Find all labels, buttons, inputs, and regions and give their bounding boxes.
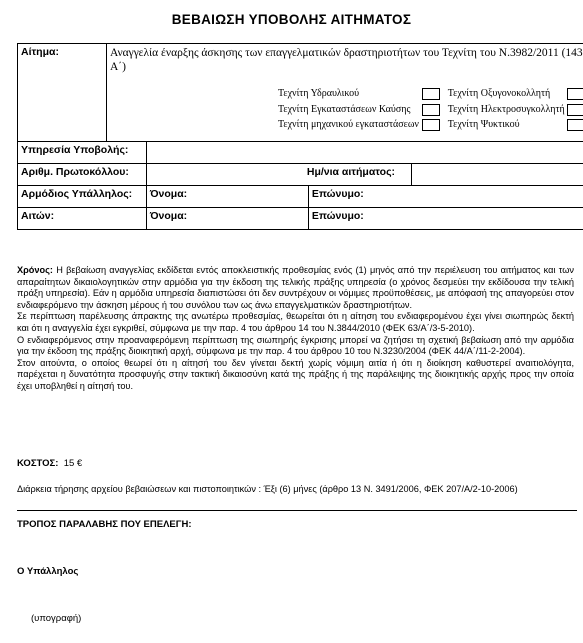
applicant-label-cell xyxy=(18,208,147,230)
applicant-label: Αιτών: xyxy=(21,210,55,222)
paragraph-4: Στον αιτούντα, ο οποίος θεωρεί ότι η αίτησή του δεν γίνεται δεκτή χωρίς νόμιμη αιτία ή ότι η διοίκηση καθυστερεί αναιτιολόγητα, παρέχεται η δυνατότητα προσφυγής στην τακτική δικαιοσύνη κατά της πράξης ή της παράλειψης της διοικητικής αρχής προς την οποία έχει υποβληθεί η αίτησή του. xyxy=(17,357,574,391)
service-option-left: Τεχνίτη Υδραυλικού xyxy=(278,88,360,99)
time-paragraph xyxy=(17,265,574,311)
last-name-label: Επώνυμο: xyxy=(311,210,364,222)
service-label-cell xyxy=(18,142,147,164)
time-label: Χρόνος: xyxy=(17,265,53,275)
service-option-right: Τεχνίτη Ψυκτικού xyxy=(447,119,520,130)
service-option-right: Τεχνίτη Ηλεκτροσυγκολλητή xyxy=(447,103,565,115)
cost-value: 15 € xyxy=(63,458,83,469)
service-value-field[interactable] xyxy=(146,142,583,164)
service-label: Υπηρεσία Υποβολής: xyxy=(21,144,129,156)
document-title: ΒΕΒΑΙΩΣΗ ΥΠΟΒΟΛΗΣ ΑΙΤΗΜΑΤΟΣ xyxy=(171,12,412,27)
service-checkbox[interactable] xyxy=(567,119,583,131)
request-form-table xyxy=(17,43,583,230)
date-value-field[interactable] xyxy=(412,164,583,186)
retention-notice: Διάρκεια τήρησης αρχείου βεβαιώσεων και πιστοποιητικών : Έξι (6) μήνες (άρθρο 13 Ν. 3491/2006, ΦΕΚ 207/Α/2-10-2006) xyxy=(17,484,518,494)
last-name-label: Επώνυμο: xyxy=(311,188,364,200)
paragraph-3: Ο ενδιαφερόμενος στην προαναφερόμενη περίπτωση της σιωπηρής έγκρισης μπορεί να ζητήσει τη σχετική βεβαίωση από την αρμόδια για την έκδοση της πράξης διοικητική αρχή, σύμφωνα με την παρ. 4 του άρθρου 10 του Ν.3230/2004 (ΦΕΚ 44/Α΄/11-2-2004). xyxy=(17,334,574,357)
service-option-right: Τεχνίτη Οξυγονοκολλητή xyxy=(447,88,551,99)
service-option-left: Τεχνίτη Εγκαταστάσεων Καύσης xyxy=(278,103,411,115)
date-label-cell xyxy=(146,164,411,186)
employee-label: Ο Υπάλληλος xyxy=(17,566,79,577)
request-label-cell xyxy=(18,44,107,142)
service-checkbox[interactable] xyxy=(567,104,583,116)
service-checkbox[interactable] xyxy=(422,88,440,100)
service-checkbox[interactable] xyxy=(567,88,583,100)
service-types-grid xyxy=(110,88,583,135)
request-content-cell xyxy=(107,44,583,142)
service-option-left: Τεχνίτη μηχανικού εγκαταστάσεων xyxy=(278,119,419,130)
officer-first-name-cell[interactable] xyxy=(146,186,308,208)
receipt-method-label: ΤΡΟΠΟΣ ΠΑΡΑΛΑΒΗΣ ΠΟΥ ΕΠΕΛΕΓΗ: xyxy=(17,519,192,530)
cost-label: ΚΟΣΤΟΣ: xyxy=(17,458,59,469)
protocol-label: Αριθμ. Πρωτοκόλλου: xyxy=(21,166,129,178)
officer-last-name-cell[interactable] xyxy=(308,186,583,208)
conditions-text xyxy=(17,265,574,393)
service-checkbox[interactable] xyxy=(422,104,440,116)
paragraph-2: Σε περίπτωση παρέλευσης άπρακτης της ανωτέρω προθεσμίας, θεωρείται ότι η αίτηση του ενδιαφερομένου έχει γίνει σιωπηρώς δεκτή και ότι η αναγγελία έχει εγκριθεί, σύμφωνα με την παρ. 4 του άρθρου 14 του Ν.3844/2010 (ΦΕΚ 63/Α΄/3-5-2010). xyxy=(17,311,574,333)
request-label: Αίτημα: xyxy=(21,46,59,58)
request-text: Αναγγελία έναρξης άσκησης των επαγγελματικών δραστηριοτήτων του Τεχνίτη του Ν.3982/2011 (143 Α΄) xyxy=(110,47,583,73)
applicant-last-name-cell[interactable] xyxy=(308,208,583,230)
date-label: Ημ/νια αιτήματος: xyxy=(306,166,396,178)
signature-label: (υπογραφή) xyxy=(31,613,82,624)
officer-label: Αρμόδιος Υπάλληλος: xyxy=(21,188,133,200)
protocol-label-cell xyxy=(18,164,147,186)
officer-label-cell xyxy=(18,186,147,208)
paragraph-1: Η βεβαίωση αναγγελίας εκδίδεται εντός αποκλειστικής προθεσμίας ενός (1) μηνός από την περιέλευση του αιτήματος και των απαραίτητων δικαιολογητικών στην αρμόδια για την έκδοση της τελικής πράξης υπηρεσία (ο χρόνος δεσμεύει την εκδίδουσα την τελική πράξη υπηρεσία). Εάν η αρμόδια υπηρεσία διαπιστώσει ότι δεν συντρέχουν οι νόμιμες προϋποθέσεις, με απόφασή της απαγορεύει στον ενδιαφερόμενο την άσκηση μέρους ή του συνόλου των ως άνω επαγγελματικών δραστηριοτήτων. xyxy=(17,265,574,310)
applicant-first-name-cell[interactable] xyxy=(146,208,308,230)
first-name-label: Όνομα: xyxy=(149,188,188,200)
first-name-label: Όνομα: xyxy=(149,210,188,222)
cost-line xyxy=(17,458,82,469)
service-checkbox[interactable] xyxy=(422,119,440,131)
divider xyxy=(17,510,577,511)
